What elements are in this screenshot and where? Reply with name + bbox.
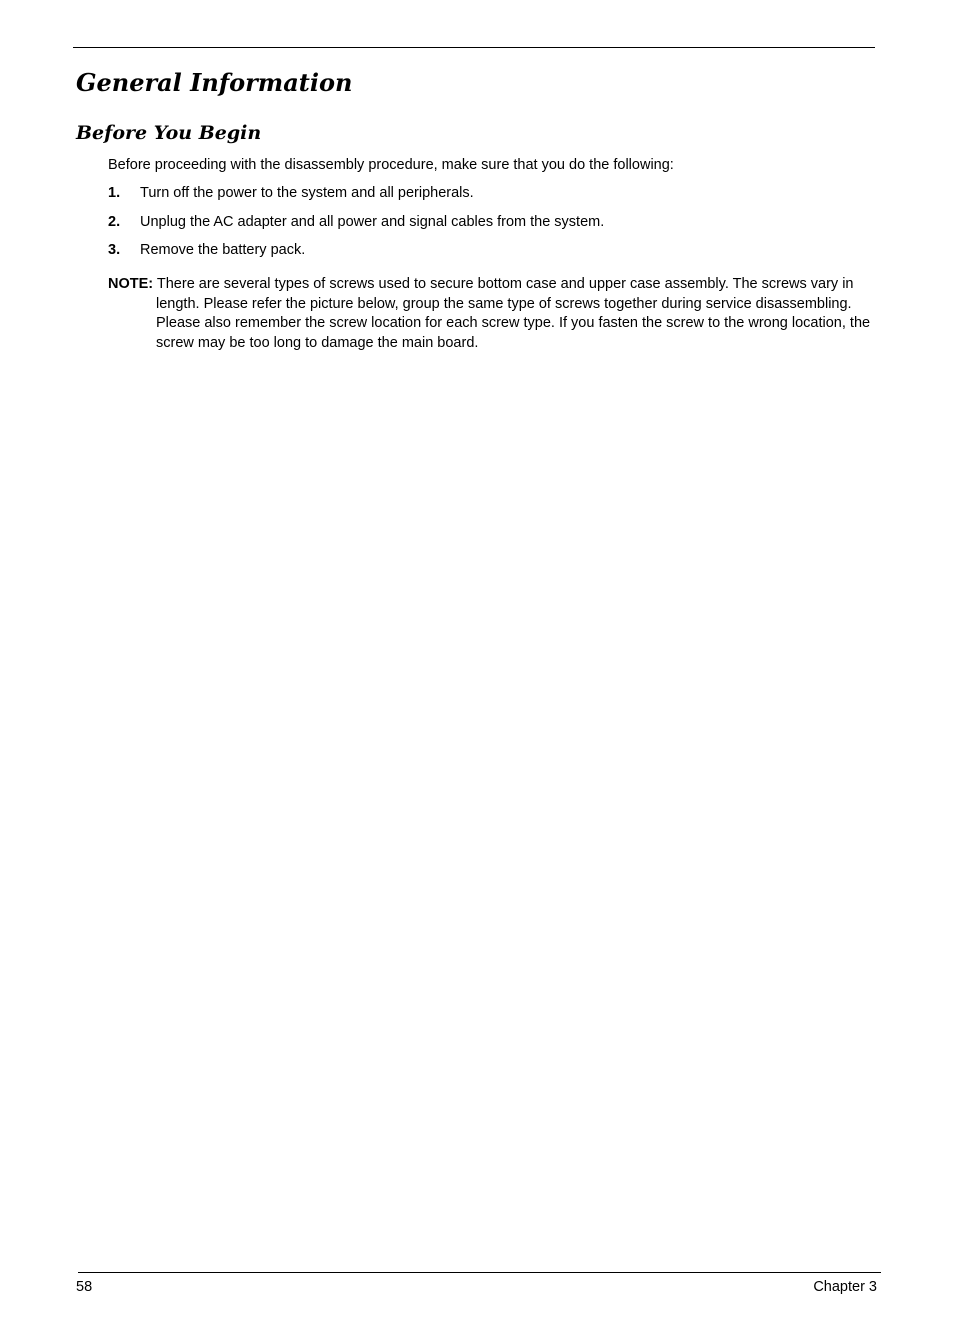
step-text: Unplug the AC adapter and all power and signal cables from the system. bbox=[140, 213, 605, 230]
list-item bbox=[108, 184, 875, 213]
step-number: 2. bbox=[108, 213, 121, 230]
step-text: Remove the battery pack. bbox=[140, 242, 306, 258]
page-number: 58 bbox=[76, 1279, 93, 1295]
footer-rule bbox=[78, 1272, 881, 1273]
page-title: General Information bbox=[76, 68, 353, 97]
section-heading: Before You Begin bbox=[76, 122, 262, 144]
chapter-label: Chapter 3 bbox=[813, 1279, 877, 1295]
header-rule bbox=[73, 47, 875, 48]
note-label: NOTE: bbox=[108, 276, 154, 292]
intro-paragraph: Before proceeding with the disassembly procedure, make sure that you do the following: bbox=[108, 157, 674, 173]
list-item bbox=[108, 241, 875, 270]
step-number: 1. bbox=[108, 185, 121, 201]
list-item bbox=[108, 213, 875, 242]
note-text: There are several types of screws used to secure bottom case and upper case assembly. The screws vary in length. Please refer the picture below, group the same type of screws together during service disassembling. Please also remember the screw location for each screw type. If you fasten the screw to the wrong location, the screw may be too long to damage the main board. bbox=[156, 276, 871, 351]
steps-list bbox=[108, 184, 875, 270]
step-text: Turn off the power to the system and all peripherals. bbox=[140, 185, 474, 201]
step-number: 3. bbox=[108, 242, 121, 258]
note-paragraph bbox=[108, 275, 875, 353]
